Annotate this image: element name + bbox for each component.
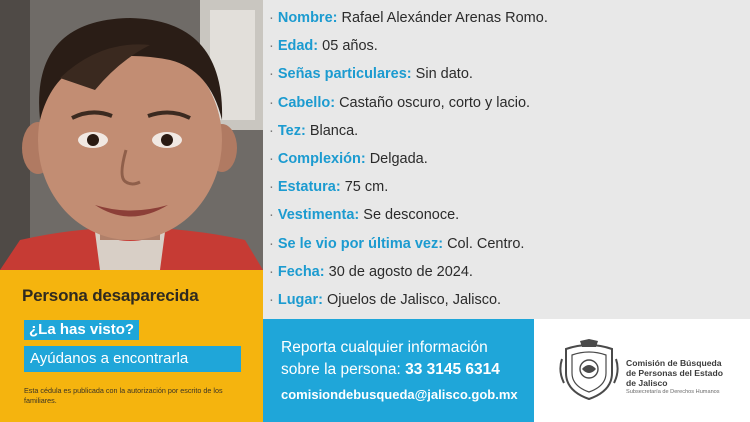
detail-label: Fecha: — [277, 263, 325, 280]
detail-row — [263, 35, 750, 63]
detail-label: Nombre: — [277, 10, 338, 26]
agency-name-line1: Comisión de Búsqueda — [626, 358, 722, 368]
detail-value: Se desconoce. — [363, 207, 460, 224]
detail-row — [263, 261, 750, 289]
detail-label: Lugar: — [277, 291, 323, 308]
agency-name — [626, 358, 723, 396]
detail-label: Vestimenta: — [277, 207, 360, 224]
bullet-icon: · — [269, 179, 274, 196]
question-callout: ¿La has visto? — [24, 320, 139, 340]
detail-value: Sin dato. — [415, 66, 473, 83]
detail-label: Se le vio por última vez: — [277, 235, 444, 252]
child-portrait-icon — [0, 0, 263, 270]
person-details-panel — [263, 0, 750, 319]
bullet-icon: · — [269, 10, 274, 26]
detail-label: Tez: — [277, 122, 306, 139]
bullet-icon: · — [269, 122, 274, 139]
detail-value: 75 cm. — [344, 179, 389, 196]
detail-row — [263, 233, 750, 261]
contact-line2-prefix: sobre la persona: — [281, 361, 401, 378]
detail-value: Castaño oscuro, corto y lacio. — [339, 94, 531, 111]
agency-subtitle: Subsecretaría de Derechos Humanos — [626, 389, 720, 395]
contact-email[interactable]: comisiondebusqueda@jalisco.gob.mx — [281, 387, 518, 402]
contact-line1: Reporta cualquier información — [281, 339, 488, 356]
agency-name-line2: de Personas del Estado — [626, 368, 723, 378]
detail-value: 05 años. — [322, 38, 378, 55]
bullet-icon: · — [269, 94, 274, 111]
detail-value: Delgada. — [369, 150, 428, 167]
missing-person-photo — [0, 0, 263, 270]
bullet-icon: · — [269, 38, 274, 55]
detail-label: Complexión: — [277, 150, 366, 167]
help-callout: Ayúdanos a encontrarla — [24, 346, 241, 372]
detail-label: Señas particulares: — [277, 66, 412, 83]
contact-phone[interactable]: 33 3145 6314 — [405, 361, 500, 378]
headline-title: Persona desaparecida — [22, 286, 199, 305]
detail-label: Cabello: — [277, 94, 336, 111]
detail-row — [263, 63, 750, 91]
bullet-icon: · — [269, 66, 274, 83]
bullet-icon: · — [269, 263, 274, 280]
detail-value: Col. Centro. — [447, 235, 525, 252]
detail-row — [263, 176, 750, 204]
detail-value: Rafael Alexánder Arenas Romo. — [341, 10, 548, 26]
detail-row — [263, 92, 750, 120]
detail-label: Edad: — [277, 38, 319, 55]
bullet-icon: · — [269, 207, 274, 224]
detail-label: Estatura: — [277, 179, 341, 196]
agency-name-line3: de Jalisco — [626, 378, 668, 388]
bullet-icon: · — [269, 235, 274, 252]
jalisco-coat-of-arms-icon — [558, 339, 620, 401]
detail-row — [263, 289, 750, 317]
bullet-icon: · — [269, 150, 274, 167]
detail-value: Ojuelos de Jalisco, Jalisco. — [326, 291, 502, 308]
authorization-note: Esta cédula es publicada con la autorización por escrito de los familiares. — [24, 386, 223, 405]
detail-row — [263, 7, 750, 35]
bullet-icon: · — [269, 291, 274, 308]
contact-line2 — [281, 361, 500, 379]
detail-row — [263, 120, 750, 148]
details-list — [263, 0, 750, 317]
detail-value: 30 de agosto de 2024. — [328, 263, 473, 280]
detail-value: Blanca. — [309, 122, 359, 139]
detail-row — [263, 148, 750, 176]
contact-panel — [263, 319, 534, 422]
detail-row — [263, 204, 750, 232]
headline-panel — [0, 270, 263, 422]
agency-logo-panel — [534, 319, 750, 422]
